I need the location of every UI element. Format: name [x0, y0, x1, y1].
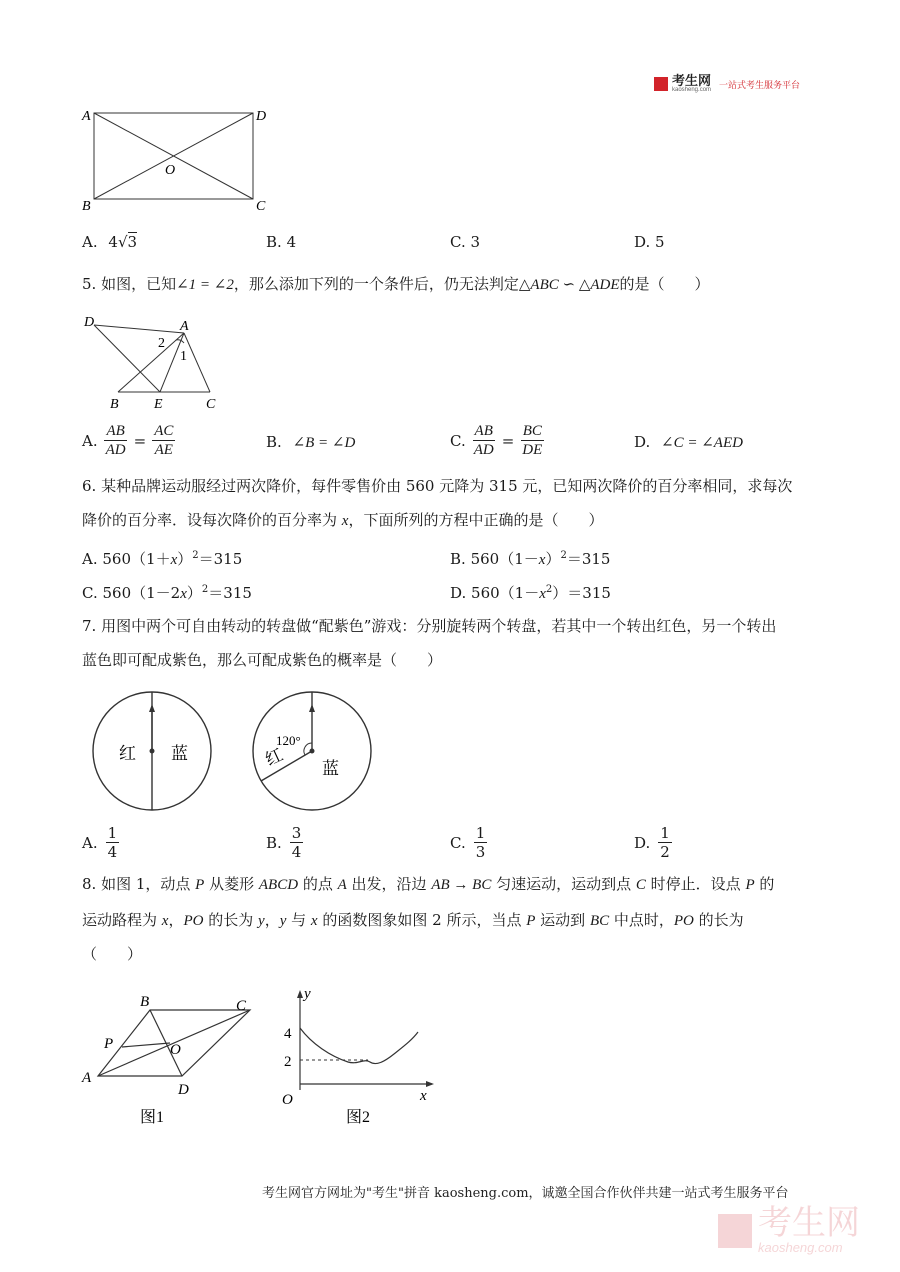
q7-option-b-letter: B. [266, 833, 282, 852]
q6-option-b-sup: 2 [560, 550, 567, 561]
q6-option-a-tail: ＝315 [198, 550, 243, 568]
q4-option-a-coef: 4 [108, 233, 118, 251]
spinner-2-angle: 120° [276, 733, 301, 748]
arrow-up-icon [149, 704, 155, 712]
q8-l2-po: PO [183, 913, 204, 929]
q4-option-c-text: 3 [470, 233, 481, 251]
fig1-caption: 图1 [140, 1109, 165, 1126]
q8-l2-po2: PO [673, 913, 694, 929]
fig2-label-x: x [420, 1088, 427, 1104]
q5-option-c-eq: = [501, 431, 515, 450]
q4-option-d [634, 232, 665, 252]
q7-spinner-1 [88, 690, 218, 812]
q5-label-d: D [84, 315, 95, 330]
q6-option-b-var: x [538, 552, 546, 568]
q8-figure-1 [78, 990, 258, 1130]
q5-text-1: 如图，已知 [101, 275, 177, 293]
q5-option-a [82, 422, 175, 459]
q5-triangles: △ABC ∽ △ADE [518, 277, 620, 293]
q6-option-c-sup: 2 [201, 584, 209, 595]
arrow-right-icon [426, 1081, 434, 1087]
q6-line-2b: ，下面所列的方程中正确的是（ ） [348, 511, 604, 529]
q4-option-a [82, 232, 137, 252]
q8-l1-p: P [195, 877, 205, 893]
q8-l2-y: y [258, 913, 265, 929]
q8-l2-c: 的长为 [203, 911, 259, 929]
q5-text-2: ，那么添加下列的一个条件后，仍无法判定 [233, 275, 519, 293]
frac-num: 3 [291, 824, 302, 842]
q8-l1-path: AB → BC [431, 877, 492, 893]
q8-l2-h: 中点时， [609, 911, 674, 929]
q5-option-c-frac2 [520, 422, 544, 459]
q7-option-c-letter: C. [450, 833, 466, 852]
fig2-label-4: 4 [284, 1026, 292, 1042]
q4-option-b-text: 4 [286, 233, 297, 251]
q5-option-c-frac1 [472, 422, 496, 459]
fig1-label-o: O [170, 1042, 181, 1058]
q4-option-d-text: 5 [655, 233, 665, 251]
frac-num: AB [474, 423, 493, 439]
q4-option-c [450, 232, 480, 252]
frac-den: AD [105, 442, 126, 458]
q8-l1-b: 从菱形 [204, 875, 259, 893]
q8-l1-a: 8. 如图 1，动点 [82, 875, 196, 893]
q7-option-d [634, 824, 672, 861]
q7-option-d-letter: D. [634, 833, 651, 852]
q5-option-d [634, 432, 743, 453]
q8-l2-f: 的函数图象如图 2 所示，当点 [317, 911, 527, 929]
q5-option-b [266, 432, 355, 453]
q7-option-a [82, 824, 119, 861]
frac-num: 1 [660, 824, 670, 842]
q6-option-a-letter: A. [82, 550, 98, 568]
q5-label-b: B [110, 397, 119, 412]
frac-den: 4 [291, 843, 302, 861]
fig1-label-c: C [236, 998, 247, 1014]
q6-line-2 [82, 510, 603, 531]
q5-label-1: 1 [180, 349, 187, 364]
q6-option-b [450, 546, 610, 570]
watermark-logo-icon [718, 1214, 752, 1248]
q6-option-b-post: ） [545, 550, 561, 568]
q8-l1-a2: A [337, 877, 347, 893]
fig1-label-p: P [104, 1036, 114, 1052]
q8-l2-d: ， [264, 911, 280, 929]
q5-option-a-frac1 [104, 422, 128, 459]
q6-option-d-pre: 560（1－ [471, 584, 540, 602]
q5-option-a-eq: = [133, 431, 147, 450]
q5-option-d-letter: D. [634, 433, 651, 451]
frac-den: AD [473, 442, 494, 458]
q5-option-a-letter: A. [82, 431, 98, 450]
q8-l2-b: ， [168, 911, 184, 929]
q4-option-d-letter: D. [634, 233, 651, 251]
q5-condition: ∠1 = ∠2 [176, 277, 234, 293]
q4-label-o: O [165, 163, 176, 178]
arrow-up-icon [297, 990, 303, 998]
q5-option-d-text: ∠C = ∠AED [661, 435, 743, 451]
q6-option-d-var: x [539, 586, 546, 602]
q8-l1-g: 的 [754, 875, 775, 893]
q8-l1-c: 的点 [298, 875, 338, 893]
fig2-label-o: O [282, 1092, 293, 1108]
q6-option-c-pre: 560（1－2 [102, 584, 181, 602]
q6-option-a [82, 546, 242, 570]
q8-l2-bc: BC [589, 913, 610, 929]
q6-option-a-sup: 2 [192, 550, 199, 561]
frac-den: AE [154, 442, 173, 458]
q8-l1-c2: C [635, 877, 646, 893]
q7-option-a-letter: A. [82, 833, 98, 852]
q6-option-c-letter: C. [82, 584, 98, 602]
q4-label-b: B [82, 199, 91, 214]
q8-l2-e: 与 [286, 911, 311, 929]
frac-den: 3 [475, 843, 486, 861]
q7-spinner-2 [248, 690, 378, 812]
q5-number: 5. [82, 275, 97, 293]
q4-label-d: D [256, 109, 267, 124]
q6-var: x [341, 513, 349, 529]
q7-option-b-frac [290, 824, 304, 861]
q8-l2-g: 运动到 [535, 911, 590, 929]
spinner-1-red: 红 [119, 744, 136, 763]
q8-l1-abcd: ABCD [258, 877, 299, 893]
q8-line-2 [82, 910, 744, 931]
logo-url: kaosheng.com [672, 87, 712, 93]
watermark-name: 考生网 [758, 1203, 860, 1243]
q7-option-a-frac [106, 824, 120, 861]
q5-option-b-text: ∠B = ∠D [292, 435, 356, 451]
q8-l1-e: 匀速运动，运动到点 [491, 875, 636, 893]
q6-option-c-var: x [180, 586, 187, 602]
q6-option-a-pre: 560（1＋ [102, 550, 171, 568]
fig1-label-b: B [140, 994, 150, 1010]
q5-label-c: C [206, 397, 216, 412]
q6-line-1: 6. 某种品牌运动服经过两次降价，每件零售价由 560 元降为 315 元，已知两次降价的百分率相同，求每次 [82, 477, 793, 495]
q5-option-c [450, 422, 544, 459]
q7-line-1: 7. 用图中两个可自由转动的转盘做“配紫色”游戏：分别旋转两个转盘，若其中一个转出红色，另一个转出 [82, 617, 777, 635]
q6-option-c-tail: ＝315 [208, 584, 252, 602]
q4-option-a-radicand: 3 [127, 233, 138, 251]
fig1-label-d: D [178, 1082, 189, 1098]
q6-option-b-letter: B. [450, 550, 466, 568]
q8-l2-x: x [161, 913, 169, 929]
q8-line-1 [82, 874, 774, 895]
frac-den: DE [522, 442, 543, 458]
q6-option-d-tail: ）＝315 [552, 584, 611, 602]
frac-num: AB [106, 423, 125, 439]
q8-l2-p: P [526, 913, 536, 929]
fig2-label-y: y [304, 986, 311, 1002]
q5-label-e: E [154, 397, 163, 412]
q5-option-c-letter: C. [450, 431, 466, 450]
q7-option-c [450, 824, 487, 861]
q4-label-a: A [82, 109, 91, 124]
spinner-1-blue: 蓝 [171, 744, 188, 763]
q6-option-a-post: ） [177, 550, 193, 568]
q6-option-c [82, 580, 252, 604]
q4-option-b-letter: B. [266, 233, 282, 251]
q5-label-2: 2 [158, 336, 165, 351]
q4-label-c: C [256, 199, 266, 214]
spinner-2-red: 红 [262, 745, 286, 770]
q8-l1-d: 出发，沿边 [346, 875, 432, 893]
fig2-caption: 图2 [346, 1109, 371, 1126]
frac-num: AC [154, 423, 174, 439]
sqrt-icon: √ [117, 233, 128, 251]
q8-l2-i: 的长为 [693, 911, 744, 929]
watermark [718, 1203, 860, 1255]
q8-l2-x2: x [310, 913, 318, 929]
frac-den: 4 [107, 843, 118, 861]
arrow-up-icon [309, 704, 315, 712]
q6-option-b-tail: ＝315 [566, 550, 611, 568]
q8-l1-f: 时停止．设点 [645, 875, 746, 893]
footer-text: 考生网官方网址为"考生"拼音 kaosheng.com，诚邀全国合作伙伴共建一站式考生服务平台 [262, 1186, 789, 1201]
frac-den: 2 [660, 843, 670, 861]
q7-line-2: 蓝色即可配成紫色，那么可配成紫色的概率是（ ） [82, 651, 443, 669]
frac-num: BC [522, 423, 542, 439]
watermark-url: kaosheng.com [758, 1240, 843, 1255]
q4-rectangle-figure [78, 104, 278, 216]
q5-triangle-figure [80, 310, 230, 412]
q6-line-2a: 降价的百分率．设每次降价的百分率为 [82, 511, 342, 529]
logo-mark-icon [654, 77, 668, 91]
q7-option-b [266, 824, 303, 861]
q8-l2-a: 运动路程为 [82, 911, 162, 929]
q5-label-a: A [180, 319, 189, 334]
q6-option-d-letter: D. [450, 584, 467, 602]
q4-option-a-letter: A. [82, 233, 98, 251]
q8-l2-y2: y [279, 913, 287, 929]
frac-num: 1 [107, 824, 118, 842]
q6-option-a-var: x [170, 552, 178, 568]
fig1-label-a: A [82, 1070, 92, 1086]
q6-option-d-sup: 2 [545, 584, 553, 595]
q7-option-c-frac [474, 824, 488, 861]
q6-option-c-post: ） [186, 584, 202, 602]
q8-line-3: （ ） [82, 945, 143, 963]
q7-option-d-frac [658, 824, 672, 861]
q4-option-c-letter: C. [450, 233, 466, 251]
q5-option-a-frac2 [152, 422, 175, 459]
spinner-2-blue: 蓝 [322, 759, 339, 778]
q5-option-b-letter: B. [266, 433, 282, 451]
q8-figure-2 [270, 982, 450, 1130]
q4-option-b [266, 232, 296, 252]
q5-stem [82, 274, 710, 295]
header-logo [654, 74, 800, 94]
frac-num: 1 [475, 824, 486, 842]
q6-option-d [450, 580, 611, 604]
q6-option-b-pre: 560（1－ [470, 550, 539, 568]
q8-l1-p2: P [745, 877, 755, 893]
q5-text-3: 的是（ ） [619, 275, 710, 293]
logo-slogan: 一站式考生服务平台 [719, 80, 801, 91]
fig2-label-2: 2 [284, 1054, 292, 1070]
logo-name: 考生网 [672, 73, 712, 88]
